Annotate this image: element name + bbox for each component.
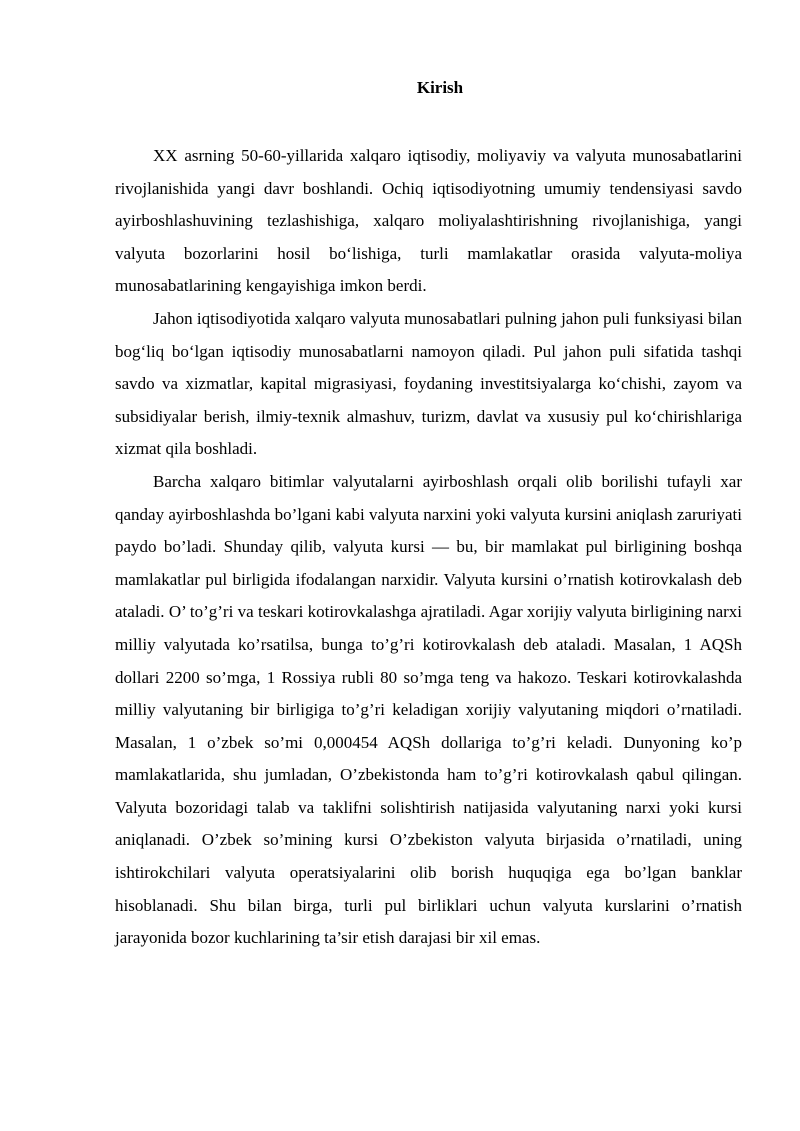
paragraph-2: Jahon iqtisodiyotida xalqaro valyuta munosabatlari pulning jahon puli funksiyasi bilan bog‘liq bo‘lgan iqtisodiy munosabatlarni namoyon qiladi. Pul jahon puli sifatida tashqi savdo va xizmatlar, kapital migrasiyasi, foydaning investitsiyalarga ko‘chishi, zayom va subsidiyalar berish, ilmiy-texnik almashuv, turizm, davlat va xususiy pul ko‘chirishlariga xizmat qila boshladi.: [115, 308, 742, 459]
body-text: [115, 140, 742, 955]
paragraph-1: XX asrning 50-60-yillarida xalqaro iqtisodiy, moliyaviy va valyuta munosabatlarini rivojlanishida yangi davr boshlandi. Ochiq iqtisodiyotning umumiy tendensiyasi savdo ayirboshlashuvining tezlashishiga, xalqaro moliyalashtirishning rivojlanishiga, yangi valyuta bozorlarini hosil bo‘lishiga, turli mamlakatlar orasida valyuta-moliya munosabatlarining kengayishiga imkon berdi.: [115, 146, 742, 296]
paragraph-3: Barcha xalqaro bitimlar valyutalarni ayirboshlash orqali olib borilishi tufayli xar qanday ayirboshlashda bo’lgani kabi valyuta narxini yoki valyuta kursini aniqlash zaruriyati paydo bo’ladi. Shunday qilib, valyuta kursi — bu, bir mamlakat pul birligining boshqa mamlakatlar pul birligida ifodalangan narxidir. Valyuta kursini o’rnatish kotirovkalash deb ataladi. O’ to’g’ri va teskari kotirovkalashga ajratiladi. Agar xorijiy valyuta birligining narxi milliy valyutada ko’rsatilsa, bunga to’g’ri kotirovkalash deb ataladi. Masalan, 1 AQSh dollari 2200 so’mga, 1 Rossiya rubli 80 so’mga teng va hakozo. Teskari kotirovkalashda milliy valyutaning bir birligiga to’g’ri keladigan xorijiy valyutaning miqdori o’rnatiladi. Masalan, 1 o’zbek so’mi 0,000454 AQSh dollariga to’g’ri keladi. Dunyoning ko’p mamlakatlarida, shu jumladan, O’zbekistonda ham to’g’ri kotirovkalash qabul qilingan. Valyuta bozoridagi talab va taklifni solishtirish natijasida valyutaning narxi yoki kursi aniqlanadi. O’zbek so’mining kursi O’zbekiston valyuta birjasida o’rnatiladi, uning ishtirokchilari valyuta operatsiyalarini olib borish huquqiga ega bo’lgan banklar hisoblanadi. Shu bilan birga, turli pul birliklari uchun valyuta kurslarini o’rnatish jarayonida bozor kuchlarining ta’sir etish darajasi bir xil emas.: [115, 471, 742, 948]
page-title: Kirish: [416, 78, 464, 97]
